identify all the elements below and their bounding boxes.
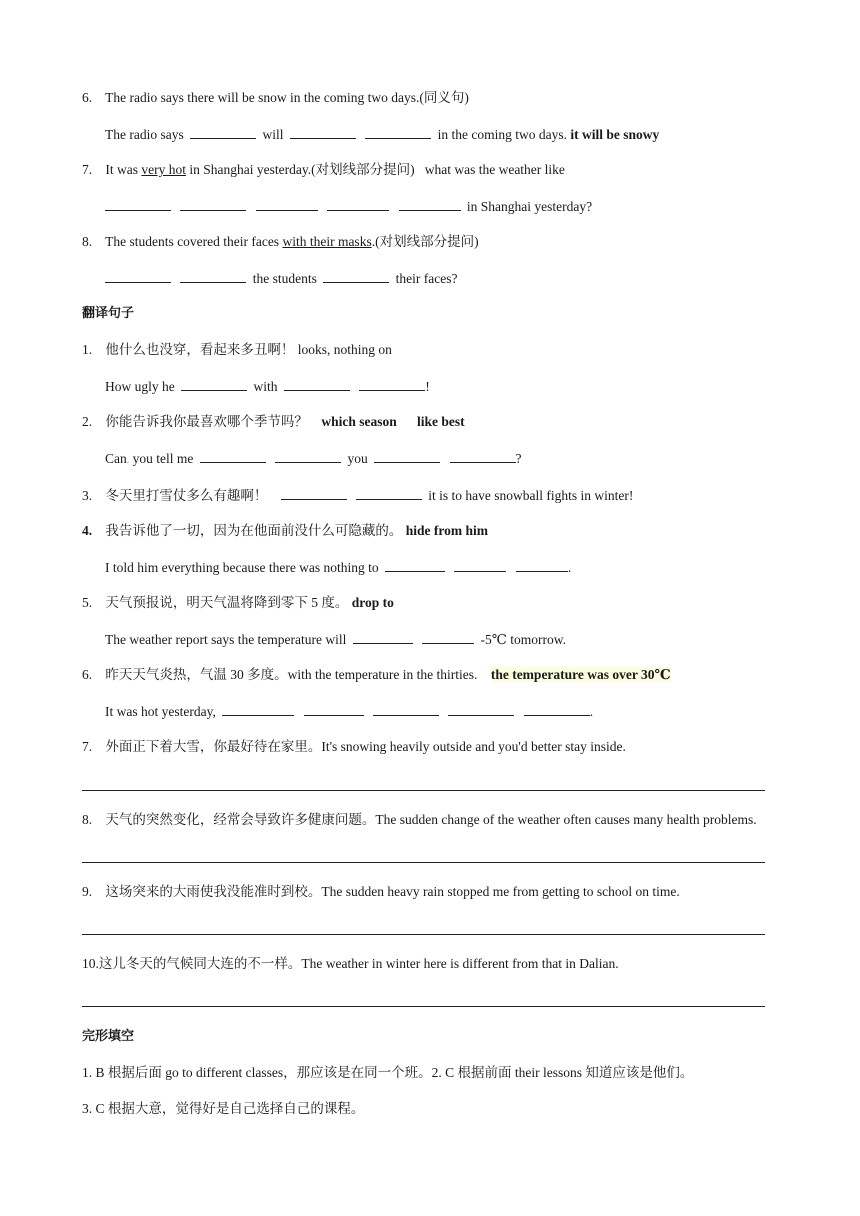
blank[interactable] [450, 449, 516, 463]
translate-answer-6: It was hot yesterday, . [105, 704, 594, 719]
translate-item-7: 7. 外面正下着大雪，你最好待在家里。It's snowing heavily outside and you'd better stay inside. [82, 739, 626, 754]
cloze-answer-line-1: 1. B 根据后面 go to different classes，那应该是在同一个班。2. C 根据前面 their lessons 知道应该是他们。 [82, 1065, 694, 1080]
hint: like best [417, 414, 465, 429]
translate-item-6: 6. 昨天天气炎热，气温 30 多度。with the temperature in the thirties. the temperature was over 30℃ [82, 667, 671, 682]
blank[interactable] [399, 197, 461, 211]
translate-answer-1: How ugly he with ! [105, 379, 430, 394]
hint-highlighted: the temperature was over 30℃ [490, 667, 671, 682]
translate-item-2: 2. 你能告诉我你最喜欢哪个季节吗？ which season like best [82, 414, 465, 429]
answer-line[interactable] [82, 1006, 765, 1007]
dot-mark-icon: . [126, 455, 130, 466]
blank[interactable] [323, 269, 389, 283]
question-8: 8. The students covered their faces with their masks.(对划线部分提问) [82, 234, 479, 249]
translate-item-4: 4. 我告诉他了一切，因为在他面前没什么可隐藏的。 hide from him [82, 523, 489, 538]
hint: what was the weather like [424, 162, 565, 177]
blank[interactable] [516, 558, 568, 572]
blank[interactable] [374, 449, 440, 463]
blank[interactable] [284, 377, 350, 391]
blank[interactable] [275, 449, 341, 463]
answer-6: The radio says will in the coming two days. it will be snowy [105, 127, 660, 142]
blank[interactable] [373, 702, 439, 716]
translate-item-5: 5. 天气预报说，明天气温将降到零下 5 度。 drop to [82, 595, 394, 610]
section-heading-cloze: 完形填空 [82, 1029, 135, 1044]
translate-item-1: 1. 他什么也没穿，看起来多丑啊！ looks, nothing on [82, 342, 392, 357]
answer-7: in Shanghai yesterday? [105, 197, 592, 216]
question-7: 7. It was very hot in Shanghai yesterday.(对划线部分提问) what was the weather like [82, 162, 565, 177]
blank[interactable] [180, 197, 246, 211]
blank[interactable] [181, 377, 247, 391]
blank[interactable] [180, 269, 246, 283]
blank[interactable] [353, 630, 413, 644]
blank[interactable] [422, 630, 474, 644]
translate-item-10: 10.这儿冬天的气候同大连的不一样。The weather in winter here is different from that in Dalian. [82, 956, 619, 971]
translate-answer-4: I told him everything because there was nothing to . [105, 560, 572, 575]
translate-item-9: 9. 这场突来的大雨使我没能准时到校。The sudden heavy rain stopped me from getting to school on time. [82, 884, 680, 899]
hint: looks, nothing on [297, 342, 392, 357]
blank[interactable] [454, 558, 506, 572]
translate-answer-2: Can. you tell me you ? [105, 451, 522, 466]
hint: which season [321, 414, 397, 429]
hint: it will be snowy [570, 127, 660, 142]
blank[interactable] [200, 449, 266, 463]
blank[interactable] [256, 197, 318, 211]
hint: hide from him [405, 523, 489, 538]
hint: drop to [351, 595, 394, 610]
section-heading-translate: 翻译句子 [82, 306, 135, 321]
blank[interactable] [281, 486, 347, 500]
blank[interactable] [190, 125, 256, 139]
question-6: 6. The radio says there will be snow in the coming two days.(同义句) [82, 90, 469, 105]
blank[interactable] [105, 269, 171, 283]
translate-answer-5: The weather report says the temperature will -5℃ tomorrow. [105, 632, 566, 647]
translate-item-3: 3. 冬天里打雪仗多么有趣啊！ it is to have snowball fights in winter! [82, 488, 634, 503]
answer-8: the students their faces? [105, 269, 457, 288]
answer-line[interactable] [82, 790, 765, 791]
blank[interactable] [524, 702, 590, 716]
blank[interactable] [356, 486, 422, 500]
blank[interactable] [365, 125, 431, 139]
blank[interactable] [105, 197, 171, 211]
answer-line[interactable] [82, 934, 765, 935]
translate-item-8: 8. 天气的突然变化，经常会导致许多健康问题。The sudden change of the weather often causes many health problems. [82, 812, 757, 827]
blank[interactable] [222, 702, 294, 716]
blank[interactable] [304, 702, 364, 716]
blank[interactable] [327, 197, 389, 211]
blank[interactable] [290, 125, 356, 139]
blank[interactable] [385, 558, 445, 572]
cloze-answer-line-2: 3. C 根据大意，觉得好是自己选择自己的课程。 [82, 1101, 365, 1116]
blank[interactable] [448, 702, 514, 716]
blank[interactable] [359, 377, 425, 391]
answer-line[interactable] [82, 862, 765, 863]
